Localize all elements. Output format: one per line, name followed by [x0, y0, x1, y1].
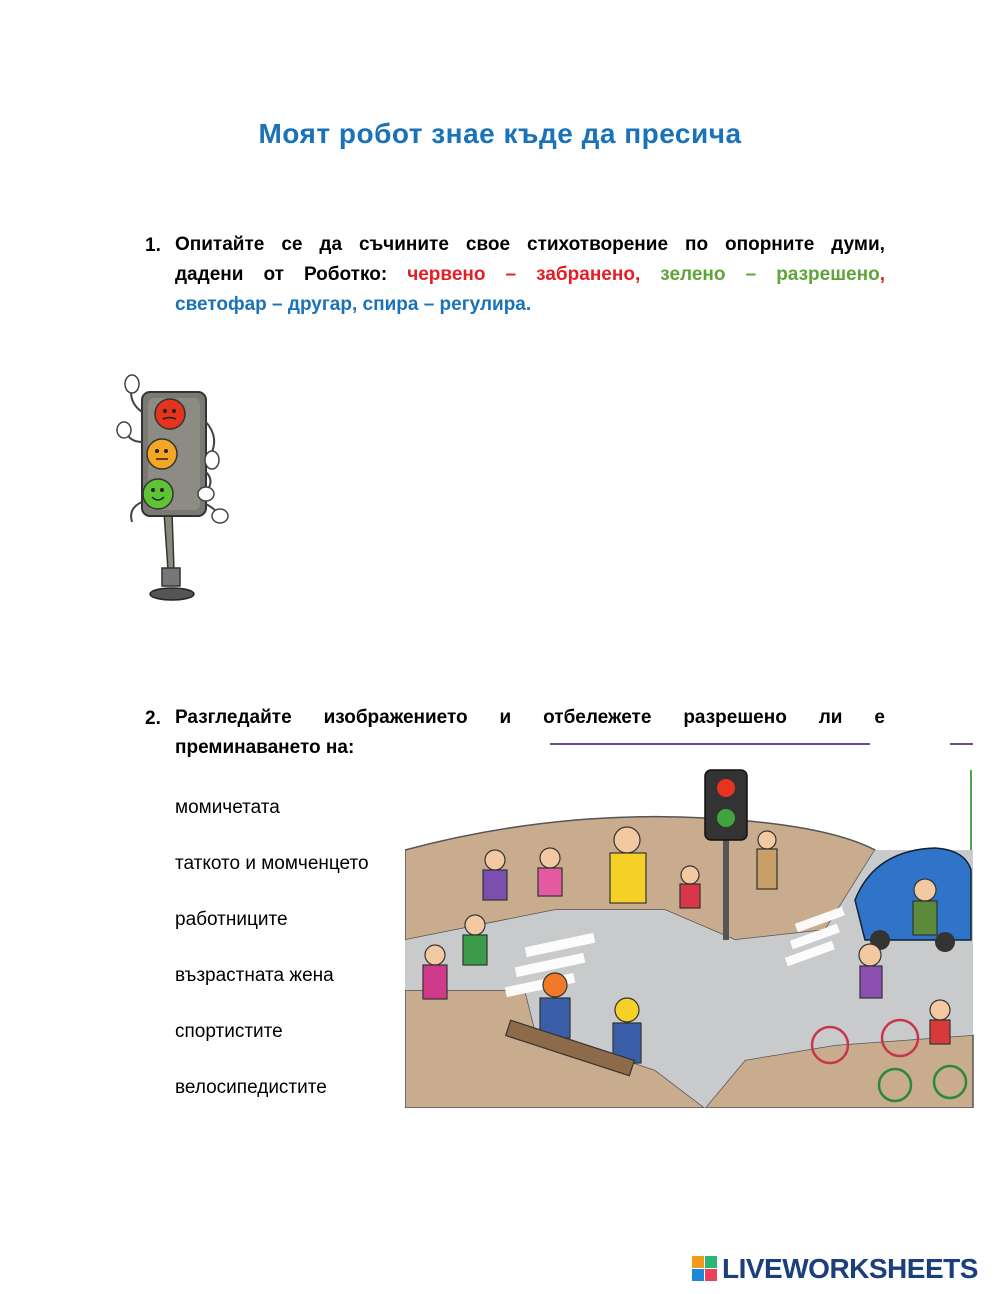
- liveworksheets-logo: [692, 1253, 978, 1285]
- question-1-line-3: светофар – другар, спира – регулира.: [175, 294, 532, 315]
- question-2-line-1: [175, 703, 885, 733]
- word: съчините: [359, 234, 449, 255]
- page-title: Моят робот знае къде да пресича: [258, 118, 742, 149]
- question-2-number: 2.: [145, 708, 161, 729]
- word: е: [874, 707, 885, 728]
- option-cyclists[interactable]: велосипедистите: [175, 1077, 327, 1098]
- word: думи,: [831, 234, 885, 255]
- liveworksheets-badge-icon: [692, 1256, 718, 1282]
- question-1-text: [175, 230, 885, 320]
- word: Опитайте: [175, 234, 265, 255]
- option-father-and-boy[interactable]: таткото и момченцето: [175, 853, 369, 874]
- keyword-red: забранено,: [536, 264, 641, 285]
- traffic-light-character-illustration: [112, 372, 236, 604]
- option-elderly-woman[interactable]: възрастната жена: [175, 965, 334, 986]
- word: стихотворение: [527, 234, 669, 255]
- keyword-red: –: [505, 264, 517, 285]
- word: ли: [818, 707, 843, 728]
- word: да: [319, 234, 343, 255]
- comma: ,: [879, 264, 885, 285]
- word: дадени: [175, 264, 244, 285]
- word: изображението: [323, 707, 468, 728]
- word: отбележете: [543, 707, 652, 728]
- option-workers[interactable]: работниците: [175, 909, 288, 930]
- option-girls[interactable]: момичетата: [175, 797, 280, 818]
- keyword-red: червено: [407, 264, 486, 285]
- street-crossing-illustration: [405, 740, 975, 1108]
- question-1-line-1: [175, 230, 885, 260]
- logo-text: LIVEWORKSHEETS: [722, 1253, 978, 1284]
- question-2-line-2: преминаването на:: [175, 737, 355, 758]
- word: Разгледайте: [175, 707, 292, 728]
- question-1-number: 1.: [145, 235, 161, 256]
- keyword-green: –: [745, 264, 757, 285]
- keyword-green: зелено: [660, 264, 726, 285]
- option-athletes[interactable]: спортистите: [175, 1021, 283, 1042]
- question-1-line-2: [175, 260, 885, 290]
- word: от: [263, 264, 284, 285]
- word: Роботко:: [303, 264, 388, 285]
- word: и: [499, 707, 512, 728]
- word: опорните: [725, 234, 815, 255]
- word: се: [281, 234, 303, 255]
- word: свое: [465, 234, 511, 255]
- word: разрешено: [683, 707, 787, 728]
- word: по: [684, 234, 709, 255]
- keyword-green: разрешено: [776, 264, 880, 285]
